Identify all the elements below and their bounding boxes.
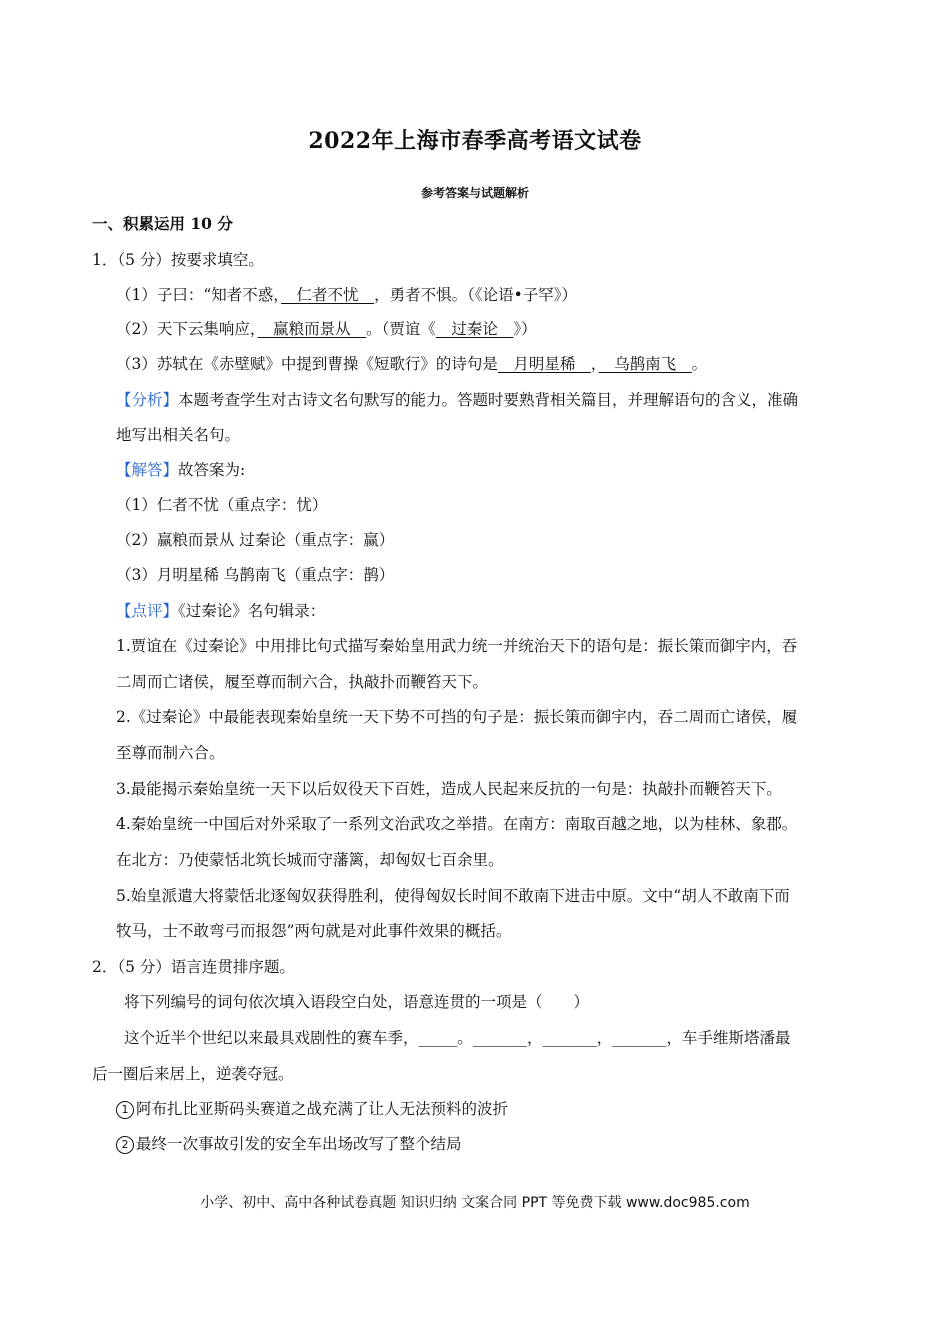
answer-item-2: （2）赢粮而景从 过秦论（重点字：赢） [116,531,395,549]
answer-tag: 【解答】 [116,461,179,479]
answer-line [116,460,245,480]
question-2-passage-2: 后一圈后来居上，逆袭夺冠。 [92,1065,294,1083]
page-title: 2022年上海市春季高考语文试卷 [308,128,642,154]
comment-item-1b: 二周而亡诸侯，履至尊而制六合，执敲扑而鞭笞天下。 [116,673,489,691]
comment-line [116,601,325,621]
q1p2-suffix: 》） [513,320,537,338]
q1p1-suffix: ，勇者不惧。（《论语•子罕》） [374,286,577,304]
answer-item-1: （1）仁者不忧（重点字：忧） [116,496,328,514]
analysis-text-1: 本题考查学生对古诗文名句默写的能力。答题时要熟背相关篇目，并理解语句的含义，准确 [178,391,799,409]
q1p3-middle: ， [590,355,599,373]
answer-intro: 故答案为: [178,461,246,479]
comment-item-3: 3.最能揭示秦始皇统一天下以后奴役天下百姓，造成人民起来反抗的一句是：执敲扑而鞭笞天下。 [116,780,782,798]
question-1-part-2 [116,319,537,339]
q1p1-prefix: （1）子曰：“知者不惑， [116,286,282,304]
q1p2-prefix: （2）天下云集响应， [116,320,258,338]
q1p2-middle: 。（贾谊《 [366,320,436,338]
comment-item-2b: 至尊而制六合。 [116,744,225,762]
option-2-text: 最终一次事故引发的安全车出场改写了整个结局 [136,1135,462,1153]
q1p2-answer-2: 过秦论 [435,320,514,338]
option-1 [116,1099,508,1119]
comment-item-4a: 4.秦始皇统一中国后对外采取了一系列文治武攻之举措。在南方：南取百越之地，以为桂林、象郡。 [116,815,798,833]
analysis-line-2: 地写出相关名句。 [116,426,241,444]
analysis-tag: 【分析】 [116,391,179,409]
question-2-passage-1: 这个近半个世纪以来最具戏剧性的赛车季，_____。_______，_______，_______，车手维斯塔潘最 [124,1029,791,1047]
question-1-stem: 1．（5 分）按要求填空。 [92,251,264,269]
comment-item-5b: 牧马，士不敢弯弓而报怨”两句就是对此事件效果的概括。 [116,922,512,940]
section-heading: 一、积累运用 10 分 [92,214,233,233]
question-1-part-3 [116,354,707,374]
question-2-stem: 2．（5 分）语言连贯排序题。 [92,958,295,976]
option-2 [116,1134,462,1154]
q1p1-answer: 仁者不忧 [281,286,375,304]
q1p3-answer: 月明星稀 [497,355,591,373]
page-footer: 小学、初中、高中各种试卷真题 知识归纳 文案合同 PPT 等免费下载 www.doc985.com [200,1195,750,1211]
q1p3-suffix: 。 [691,355,708,373]
comment-intro: 《过秦论》名句辑录： [178,602,326,620]
comment-tag: 【点评】 [116,602,179,620]
comment-item-5a: 5.始皇派遣大将蒙恬北逐匈奴获得胜利，使得匈奴长时间不敢南下进击中原。文中“胡人不敢南下而 [116,887,790,905]
comment-item-1a: 1.贾谊在《过秦论》中用排比句式描写秦始皇用武力统一并统治天下的语句是：振长策而御宇内，吞 [116,637,798,655]
q1p2-answer: 赢粮而景从 [257,320,367,338]
comment-item-4b: 在北方：乃使蒙恬北筑长城而守藩篱，却匈奴七百余里。 [116,851,504,869]
option-1-text: 阿布扎比亚斯码头赛道之战充满了让人无法预料的波折 [136,1100,509,1118]
answer-item-3: （3）月明星稀 乌鹊南飞（重点字：鹊） [116,566,395,584]
question-1-part-1 [116,285,577,305]
page-subtitle: 参考答案与试题解析 [420,186,529,200]
q1p3-prefix: （3）苏轼在《赤壁赋》中提到曹操《短歌行》的诗句是 [116,355,498,373]
circled-number-1: 1 [116,1101,134,1119]
analysis-line-1 [116,390,798,410]
question-2-instruction: 将下列编号的词句依次填入语段空白处，语意连贯的一项是（ ） [124,993,590,1011]
q1p3-answer-2: 乌鹊南飞 [598,355,692,373]
comment-item-2a: 2.《过秦论》中最能表现秦始皇统一天下势不可挡的句子是：振长策而御宇内，吞二周而亡诸侯，履 [116,708,798,726]
circled-number-2: 2 [116,1136,134,1154]
